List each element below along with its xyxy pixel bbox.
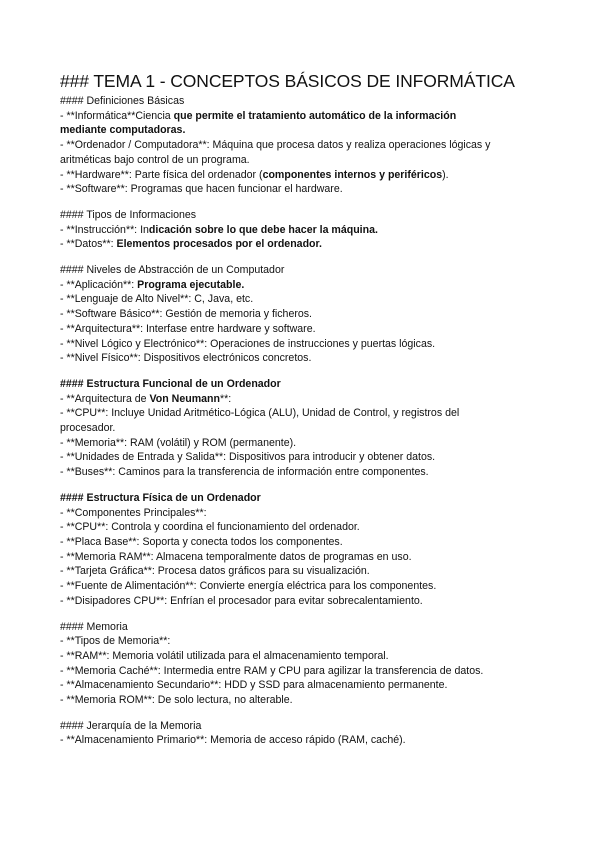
text-line [60, 392, 540, 407]
text-run: - **Tarjeta Gráfica**: Procesa datos gráficos para su visualización. [60, 565, 370, 578]
text-run: - **Unidades de Entrada y Salida**: Dispositivos para introducir y obtener datos. [60, 451, 436, 464]
text-line [60, 322, 540, 337]
section [60, 263, 540, 366]
text-line [60, 292, 540, 307]
text-line [60, 634, 540, 649]
text-run: - **Tipos de Memoria**: [60, 635, 171, 648]
text-run: - **Arquitectura**: Interfase entre hardware y software. [60, 322, 316, 335]
text-line [60, 307, 540, 322]
page-title: ### TEMA 1 - CONCEPTOS BÁSICOS DE INFORMÁTICA [60, 71, 515, 91]
section-heading: #### Memoria [60, 620, 128, 633]
text-run: - **Hardware**: Parte física del ordenador ( [60, 168, 263, 181]
text-run: - **Nivel Lógico y Electrónico**: Operaciones de instrucciones y puertas lógicas. [60, 337, 436, 350]
text-run: - **RAM**: Memoria volátil utilizada para el almacenamiento temporal. [60, 649, 389, 662]
text-run: - **Buses**: Caminos para la transferencia de información entre componentes. [60, 466, 429, 479]
text-line [60, 678, 540, 693]
section [60, 719, 540, 748]
bold-text: Programa ejecutable. [137, 278, 245, 291]
bold-text: que permite el tratamiento automático de la información [173, 109, 457, 122]
text-line [60, 520, 540, 535]
text-line [60, 109, 540, 124]
text-line [60, 436, 540, 451]
section [60, 94, 540, 197]
bold-text: componentes internos y periféricos [262, 168, 443, 181]
text-line [60, 535, 540, 550]
text-run: - **Memoria RAM**: Almacena temporalmente datos de programas en uso. [60, 550, 412, 563]
text-line [60, 337, 540, 352]
section-heading: #### Niveles de Abstracción de un Computador [60, 264, 285, 277]
section [60, 377, 540, 480]
text-line [60, 649, 540, 664]
section [60, 208, 540, 252]
bold-text: dicación sobre lo que debe hacer la máquina. [148, 223, 378, 236]
text-run: - **CPU**: Incluye Unidad Aritmético-Lógica (ALU), Unidad de Control, y registros del [60, 407, 460, 420]
text-line [60, 465, 540, 480]
text-run: **: [219, 392, 232, 405]
text-run: - **Disipadores CPU**: Enfrían el procesador para evitar sobrecalentamiento. [60, 594, 423, 607]
text-line [60, 223, 540, 238]
text-run: aritméticas bajo control de un programa. [60, 153, 250, 166]
text-line [60, 168, 540, 183]
section-heading: #### Jerarquía de la Memoria [60, 719, 202, 732]
text-run: - **Memoria Caché**: Intermedia entre RAM y CPU para agilizar la transferencia de datos. [60, 664, 484, 677]
text-line [60, 579, 540, 594]
document-page [60, 70, 540, 748]
text-run: - **Placa Base**: Soporta y conecta todos los componentes. [60, 535, 343, 548]
text-line [60, 564, 540, 579]
text-line [60, 421, 540, 436]
section-heading: #### Definiciones Básicas [60, 95, 185, 107]
section-heading: #### Estructura Física de un Ordenador [60, 491, 261, 504]
bold-text: Elementos procesados por el ordenador. [116, 238, 322, 251]
section-heading: #### Estructura Funcional de un Ordenador [60, 377, 281, 390]
text-run: - **Ordenador / Computadora**: Máquina que procesa datos y realiza operaciones lógicas y [60, 139, 491, 152]
bold-text: Von Neumann [149, 392, 220, 405]
text-line [60, 406, 540, 421]
text-line [60, 153, 540, 168]
text-run: - **Aplicación**: [60, 278, 138, 291]
text-run: - **Fuente de Alimentación**: Convierte energía eléctrica para los componentes. [60, 580, 437, 593]
text-run: - **Software**: Programas que hacen funcionar el hardware. [60, 183, 343, 196]
text-run: - **Lenguaje de Alto Nivel**: C, Java, etc. [60, 293, 254, 306]
text-line [60, 664, 540, 679]
text-run: - **Componentes Principales**: [60, 506, 207, 519]
section [60, 620, 540, 708]
text-run: ). [442, 168, 449, 181]
text-line [60, 506, 540, 521]
text-line [60, 733, 540, 748]
text-line [60, 550, 540, 565]
section-heading: #### Tipos de Informaciones [60, 208, 197, 221]
text-run: - **Almacenamiento Primario**: Memoria de acceso rápido (RAM, caché). [60, 734, 406, 747]
text-line [60, 237, 540, 252]
text-run: - **Memoria**: RAM (volátil) y ROM (permanente). [60, 436, 297, 449]
text-line [60, 351, 540, 366]
text-run: - **Memoria ROM**: De solo lectura, no alterable. [60, 694, 293, 707]
text-line [60, 693, 540, 708]
text-run: - **Almacenamiento Secundario**: HDD y SSD para almacenamiento permanente. [60, 679, 448, 692]
text-line [60, 450, 540, 465]
text-run: - **Informática**Ciencia [60, 109, 174, 122]
text-line [60, 278, 540, 293]
text-line [60, 594, 540, 609]
text-line [60, 123, 540, 138]
text-run: - **Instrucción**: In [60, 223, 149, 236]
text-line [60, 138, 540, 153]
text-run: - **Software Básico**: Gestión de memoria y ficheros. [60, 308, 312, 321]
text-line [60, 182, 540, 197]
text-run: procesador. [60, 422, 116, 435]
text-run: - **Datos**: [60, 238, 117, 251]
section [60, 491, 540, 609]
document-body [60, 94, 540, 748]
text-run: - **Arquitectura de [60, 392, 150, 405]
text-run: - **CPU**: Controla y coordina el funcionamiento del ordenador. [60, 521, 360, 534]
text-run: - **Nivel Físico**: Dispositivos electrónicos concretos. [60, 352, 312, 365]
bold-text: mediante computadoras. [60, 124, 186, 137]
